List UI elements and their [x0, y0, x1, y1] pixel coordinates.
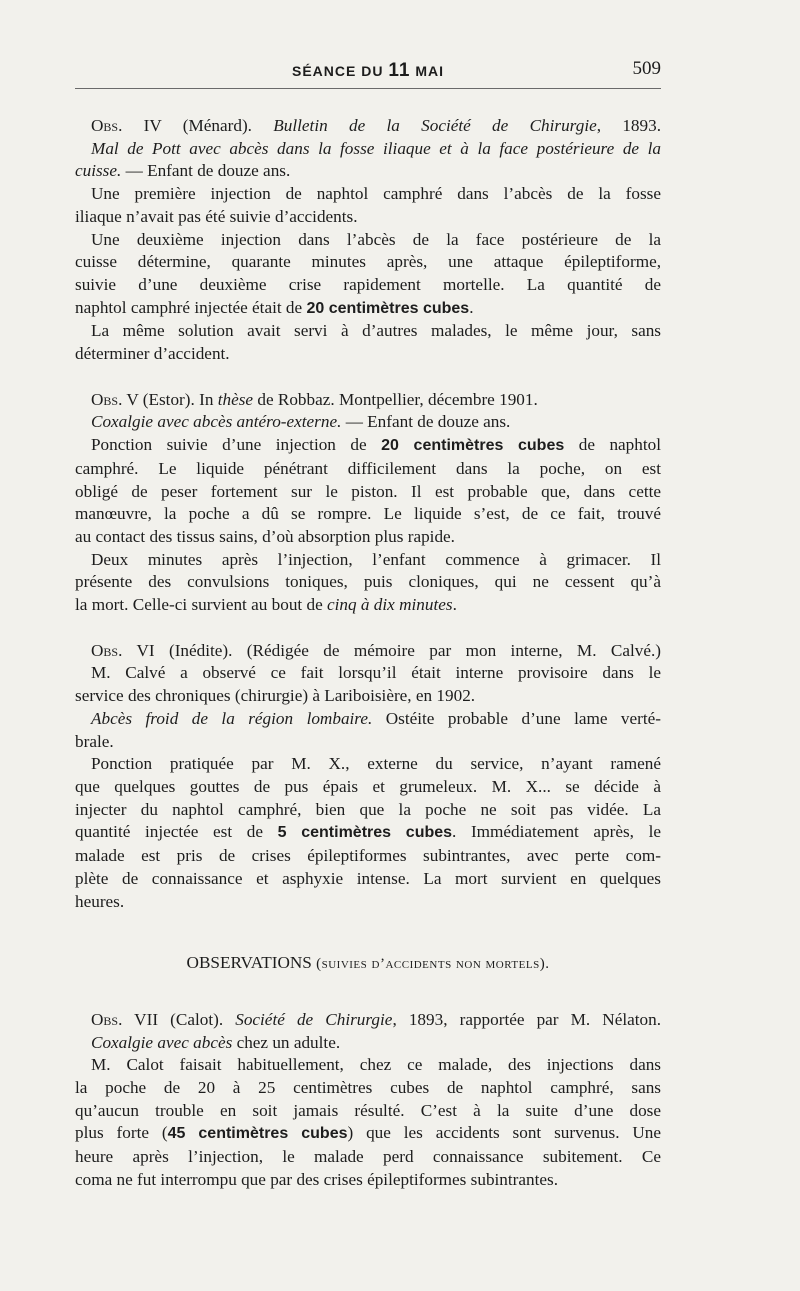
observation-6 — [75, 640, 661, 913]
text-line: que quelques gouttes de pus épais et grumeleux. M. X... se décide à — [75, 776, 661, 796]
text-line: qu’aucun trouble en soit jamais résulté. C’est à la suite d’une dose — [75, 1100, 661, 1120]
text-line: Ponction pratiquée par M. X., externe du service, n’ayant ramené — [91, 754, 661, 774]
observation-4 — [75, 115, 661, 366]
text-line: Une première injection de naphtol camphré dans l’abcès de la fosse — [91, 184, 661, 204]
text-line: suivie d’une deuxième crise rapidement mortelle. La quantité de — [75, 274, 661, 294]
text-line: présente des convulsions toniques, puis cloniques, qui ne cessent qu’à — [75, 572, 661, 592]
title-seance: SÉANCE DU — [291, 63, 384, 79]
text-line: Mal de Pott avec abcès dans la fosse iliaque et à la face postérieure de la — [91, 138, 661, 158]
text-line: La même solution avait servi à d’autres malades, le même jour, sans — [91, 321, 661, 341]
text-line: injecter du naphtol camphré, bien que la poche ne soit pas vidée. La — [75, 799, 661, 819]
text-line: heure après l’injection, le malade perd connaissance subitement. Ce — [75, 1147, 661, 1167]
text-line: cuisse détermine, quarante minutes après, une attaque épileptiforme, — [75, 252, 661, 272]
text-line: déterminer d’accident. — [75, 344, 230, 364]
page-body — [75, 115, 661, 1192]
running-title — [75, 60, 661, 82]
text-line: iliaque n’avait pas été suivie d’accidents. — [75, 206, 358, 226]
text-line: M. Calvé a observé ce fait lorsqu’il était interne provisoire dans le — [91, 663, 661, 683]
text-line: naphtol camphré injectée était de 20 centimètres cubes. — [75, 297, 474, 317]
title-month: MAI — [415, 63, 444, 79]
text-line: obligé de peser fortement sur le piston. Il est probable que, dans cette — [75, 481, 661, 501]
text-line: camphré. Le liquide pénétrant difficilement dans la poche, on est — [75, 458, 661, 478]
text-line: Obs. IV (Ménard). Bulletin de la Société de Chirurgie, 1893. — [91, 116, 661, 135]
text-line: plus forte (45 centimètres cubes) que les accidents sont survenus. Une — [75, 1123, 661, 1143]
text-line: cuisse. — Enfant de douze ans. — [75, 161, 291, 181]
text-line: au contact des tissus sains, d’où absorption plus rapide. — [75, 526, 455, 546]
text-line: manœuvre, la poche a dû se rompre. Le liquide s’est, de ce fait, trouvé — [75, 504, 661, 524]
text-line: malade est pris de crises épileptiformes subintrantes, avec perte com- — [75, 846, 661, 866]
running-header — [75, 54, 661, 89]
text-line: Deux minutes après l’injection, l’enfant commence à grimacer. Il — [91, 549, 661, 569]
text-line: plète de connaissance et asphyxie intense. La mort survient en quelques — [75, 868, 661, 888]
text-line: brale. — [75, 731, 114, 751]
section-heading — [75, 952, 661, 976]
section-heading-main: OBSERVATIONS — [186, 953, 312, 973]
text-line: Coxalgie avec abcès antéro-externe. — Enfant de douze ans. — [91, 412, 511, 432]
text-line: service des chroniques (chirurgie) à Lariboisière, en 1902. — [75, 686, 476, 706]
text-line: coma ne fut interrompu que par des crises épileptiformes subintrantes. — [75, 1169, 559, 1189]
text-line: Obs. V (Estor). In thèse de Robbaz. Montpellier, décembre 1901. — [91, 389, 538, 409]
text-line: la mort. Celle-ci survient au bout de cinq à dix minutes. — [75, 595, 457, 615]
observation-7 — [75, 1009, 661, 1192]
text-line: Abcès froid de la région lombaire. Ostéite probable d’une lame verté- — [91, 708, 661, 728]
page-number: 509 — [632, 58, 661, 79]
text-line: Obs. VI (Inédite). (Rédigée de mémoire par mon interne, M. Calvé.) — [91, 640, 661, 660]
title-day: 11 — [388, 60, 411, 81]
section-heading-sub: (suivies d’accidents non mortels). — [311, 956, 550, 973]
text-line: heures. — [75, 891, 125, 911]
text-line: M. Calot faisait habituellement, chez ce malade, des injections dans — [91, 1055, 661, 1075]
text-line: Ponction suivie d’une injection de 20 centimètres cubes de naphtol — [91, 435, 662, 455]
text-line: la poche de 20 à 25 centimètres cubes de naphtol camphré, sans — [75, 1078, 661, 1098]
observation-5 — [75, 389, 661, 617]
text-line: Coxalgie avec abcès chez un adulte. — [91, 1032, 341, 1052]
text-line: quantité injectée est de 5 centimètres cubes. Immédiatement après, le — [75, 822, 661, 842]
text-line: Une deuxième injection dans l’abcès de la face postérieure de la — [91, 229, 661, 249]
text-line: Obs. VII (Calot). Société de Chirurgie, 1893, rapportée par M. Nélaton. — [91, 1009, 662, 1029]
